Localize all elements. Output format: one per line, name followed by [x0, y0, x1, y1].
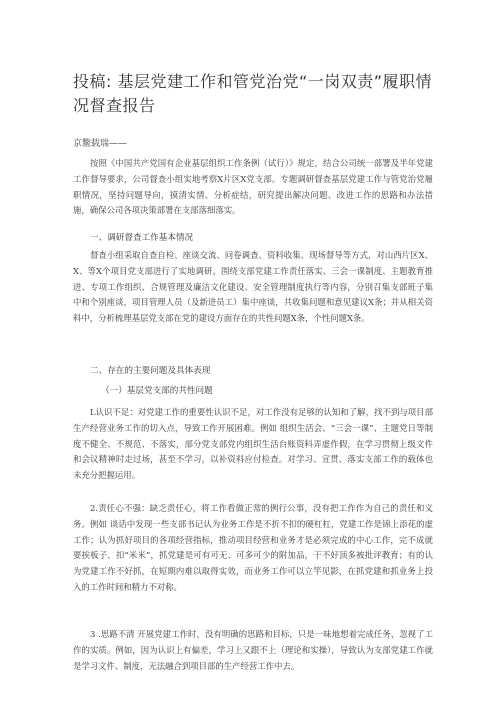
document-title: 投稿: 基层党建工作和管党治党“一岗双责”履职情况督查报告 [73, 72, 433, 115]
section-1-paragraph: 督查小组采取自查自检、座谈交流、问卷调查、资料收集、现场督导等方式，对山西片区X、X、等X个项目党支部进行了实地调研。围绕支部党建工作责任落实、三会一课制度、主题教育推进、专项工作组织、合规管理及廉洁文化建设、安全管理制度执行等内容，分别召集支部班子集中和个别座谈，项目管理人员（及新进员工）集中座谈，共收集问题和意见建议X条；并从相关资料中，分析梳理基层党支部在党的建设方面存在的共性问题X条，个性问题X条。 [73, 250, 433, 324]
point-1-paragraph: L认识不足：对党建工作的重要性认识不足，对工作没有足够的认知和了解，找不到与项目部生产经营业务工作的切入点，导致工作开展困难。例如 组织生活会、“三会一课”、主题党日等制度不健全、不规范、不落实，部分党支部党内组织生活台账资料弄虚作假，在学习贯彻上级文件和会议精神时走过场，甚至不学习，以补资料应付检查。对学习、宣贯、落实支部工作的载体也未充分把握运用。 [73, 407, 433, 481]
subsection-1-heading: （一）基层党支部的共性问题 [101, 386, 213, 396]
point-2-paragraph: 2.责任心不强：缺乏责任心，将工作看做正常的例行公事，没有把工作作为自己的责任和义务。例如 谈话中发现一些支部书记认为业务工作是不折不扣的硬杠杠，党建工作是锦上添花的虚工作；认为抓好项目的各项经营指标，推动项目经营和业务才是必须完成的中心工作，完不成就要挨板子、扣“米米”，抓党建是可有可无、可多可少的附加品，干不好顶多被批评教育；有的认为党建工作不好抓，在短期内难以取得实效，而业务工作可以立竿见影，在抓党建和抓业务上投入的工作时间和精力不对称。 [73, 503, 433, 592]
point-3-paragraph: 3 .思路不清 开展党建工作时，没有明确的思路和目标，只是一味地想着完成任务，忽视了工作的实质。例如，因为认识上有偏差，学习上又跟不上（理论和实操），导致认为支部党建工作就是学习文件、制度，无法融合到项目部的生产经营工作中去。 [73, 629, 433, 671]
section-1-heading: 一、调研督查工作基本情况 [90, 233, 194, 243]
intro-paragraph: 按照《中国共产党国有企业基层组织工作条例（试行）》规定，结合公司统一部署及半年党建工作督导要求，公司督查小组实地考察X片区X党支部。专题调研督查基层党建工作与管党治党履职情况，坚持问题导向，摸清实情、分析症结，研究提出解决问题、改进工作的思路和办法措施，确保公司各项决策部署在支部落细落实。 [73, 158, 433, 216]
section-2-heading: 二、存在的主要问题及具体表现 [90, 366, 211, 376]
byline: 京鳖载瑞—— [73, 139, 128, 149]
